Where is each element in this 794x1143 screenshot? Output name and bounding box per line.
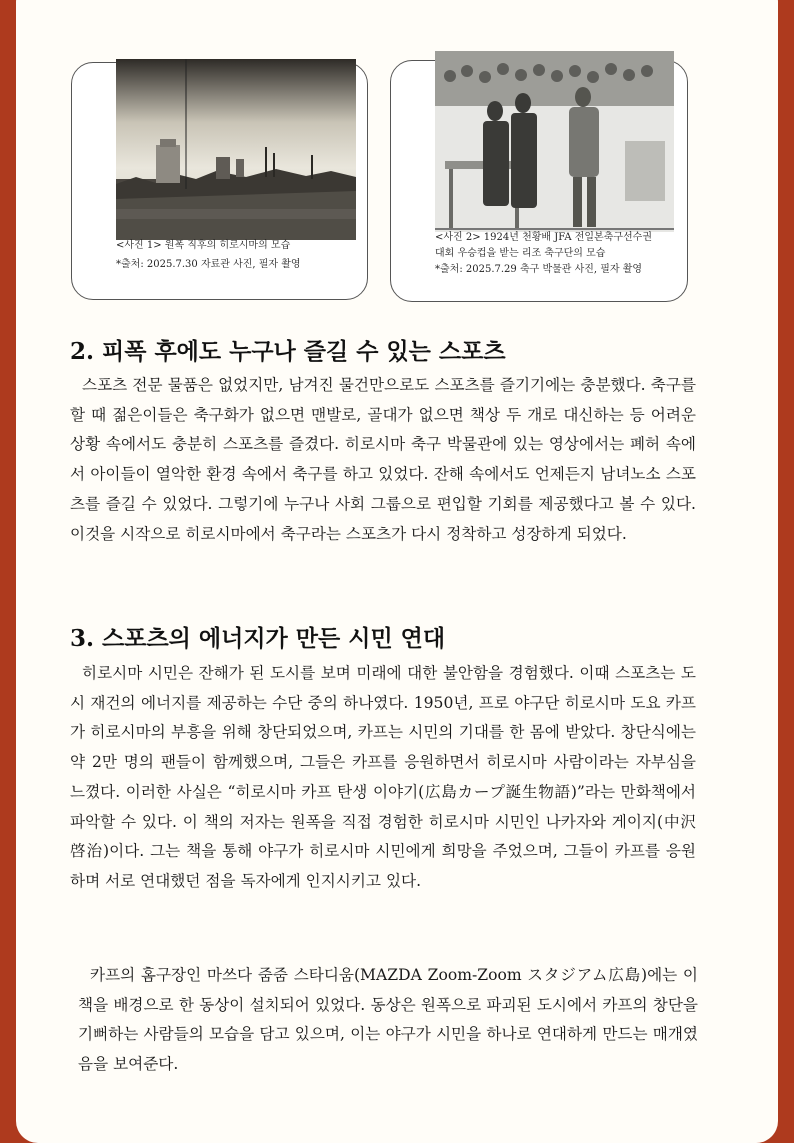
photo-1-caption-source: *출처: 2025.7.30 자료관 사진, 필자 촬영 — [116, 259, 301, 270]
hiroshima-ruins-photo — [116, 59, 356, 240]
section-2-heading: 2. 피폭 후에도 누구나 즐길 수 있는 스포츠 — [70, 338, 506, 365]
section-3-paragraph-2: 카프의 홈구장인 마쓰다 줌줌 스타디움(MAZDA Zoom-Zoom スタジアム広島)에는 이 책을 배경으로 한 동상이 설치되어 있었다. 동상은 원폭으로 파괴된 도시에서 카프의 창단을 기뻐하는 사람들의 모습을 담고 있으며, 이는 야구가 시민을 하나로 연대하게 만드는 매개였음을 보여준다. — [78, 966, 698, 1074]
section-2-paragraph: 스포츠 전문 물품은 없었지만, 남겨진 물건만으로도 스포츠를 즐기기에는 충분했다. 축구를 할 때 젊은이들은 축구화가 없으면 맨발로, 골대가 없으면 책상 두 개로 대신하는 등 어려운 상황 속에서도 충분히 스포츠를 즐겼다. 히로시마 축구 박물관에 있는 영상에서는 폐허 속에서 아이들이 열악한 환경 속에서 축구를 하고 있었다. 잔해 속에서도 언제든지 남녀노소 스포츠를 즐길 수 있었다. 그렇기에 누구나 사회 그룹으로 편입할 기회를 제공했다고 볼 수 있다. 이것을 시작으로 히로시마에서 축구라는 스포츠가 다시 정착하고 성장하게 되었다. — [70, 376, 696, 543]
section-3-paragraph-1: 히로시마 시민은 잔해가 된 도시를 보며 미래에 대한 불안함을 경험했다. 이때 스포츠는 도시 재건의 에너지를 제공하는 수단 중의 하나였다. 1950년, 프로 야구단 히로시마 도요 카프가 히로시마의 부흥을 위해 창단되었으며, 카프는 시민의 기대를 한 몸에 받았다. 창단식에는 약 2만 명의 팬들이 함께했으며, 그들은 카프를 응원하면서 히로시마 사람이라는 자부심을 느꼈다. 이러한 사실은 “히로시마 카프 탄생 이야기(広島カープ誕生物語)”라는 만화책에서 파악할 수 있다. 이 책의 저자는 원폭을 직접 경험한 히로시마 시민인 나카자와 게이지(中沢啓治)이다. 그는 책을 통해 야구가 히로시마 시민에게 희망을 주었으며, 그들이 카프를 응원하며 서로 연대했던 점을 독자에게 인지시키고 있다. — [70, 664, 696, 890]
football-team-trophy-photo — [435, 51, 674, 232]
photo-2-caption-line2: 대회 우승컵을 받는 리조 축구단의 모습 — [435, 248, 606, 259]
photo-2-caption-line1: <사진 2> 1924년 천황배 JFA 전일본축구선수권 — [435, 232, 653, 243]
photo-1-caption-line1: <사진 1> 원폭 직후의 히로시마의 모습 — [116, 240, 291, 251]
photo-2-caption-source: *출처: 2025.7.29 축구 박물관 사진, 필자 촬영 — [435, 264, 643, 275]
section-3-heading: 3. 스포츠의 에너지가 만든 시민 연대 — [70, 625, 446, 652]
